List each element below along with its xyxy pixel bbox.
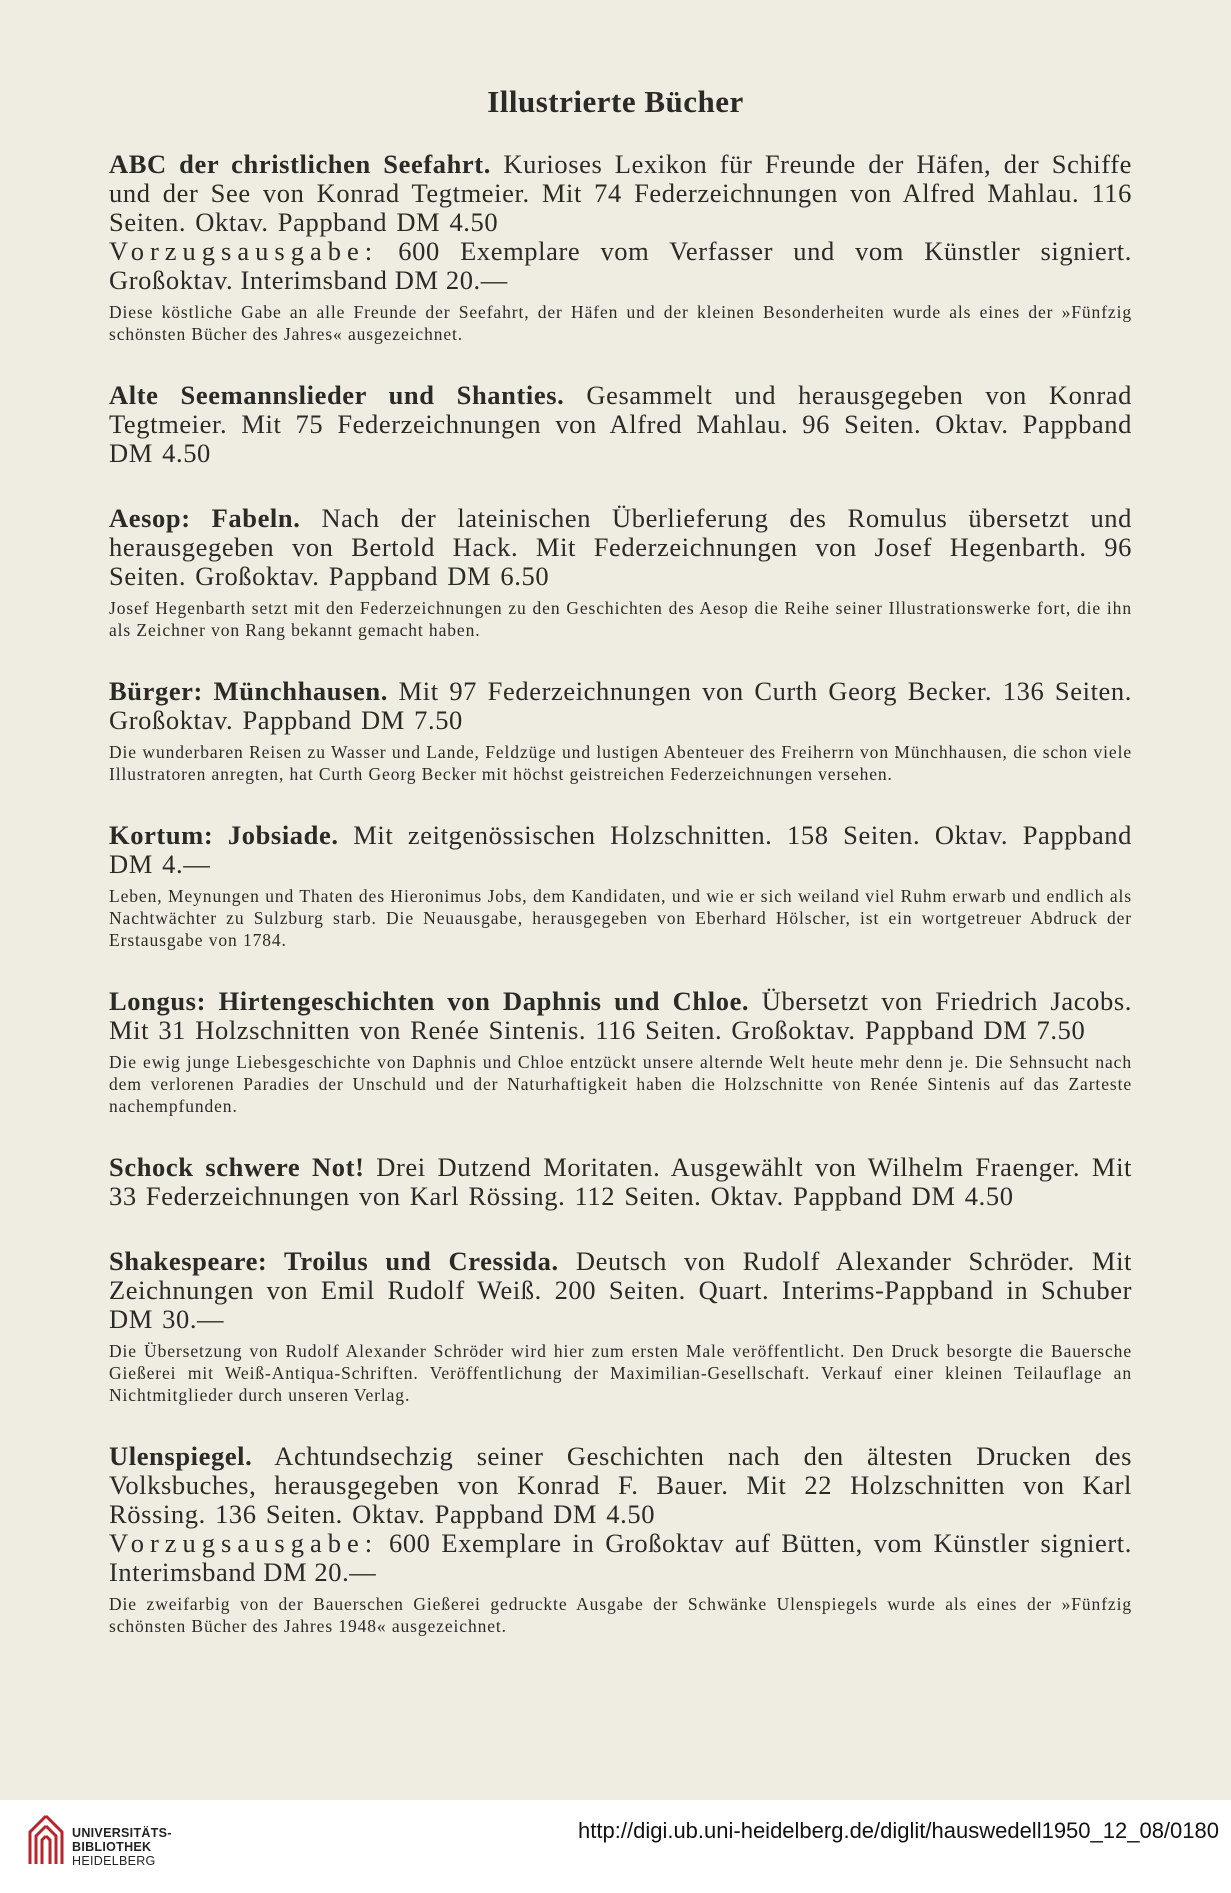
special-label: Vorzugsausgabe: — [109, 236, 379, 266]
library-logo-text — [72, 1826, 172, 1868]
entry-title: Bürger: Münchhausen. — [109, 676, 388, 706]
entry-text: Mit 97 Federzeichnungen von Curth Georg Becker. 136 Seiten. Großoktav. Pappband DM 7.50 — [109, 676, 1132, 735]
entry-main — [109, 150, 1132, 237]
entry-main — [109, 677, 1132, 735]
entry-main — [109, 1247, 1132, 1334]
source-url-link[interactable]: http://digi.ub.uni-heidelberg.de/diglit/hauswedell1950_12_08/0180 — [578, 1818, 1219, 1843]
entry-title: Aesop: Fabeln. — [109, 503, 301, 533]
entry-text: Mit zeitgenössischen Holzschnitten. 158 Seiten. Oktav. Pappband DM 4.— — [109, 820, 1133, 879]
entry-note: Josef Hegenbarth setzt mit den Federzeichnungen zu den Geschichten des Aesop die Reihe seiner Illustrationswerke fort, die ihn als Zeichner von Rang bekannt gemacht haben. — [109, 598, 1132, 640]
entry-aesop — [109, 504, 1132, 641]
entry-text: Drei Dutzend Moritaten. Ausgewählt von Wilhelm Fraenger. Mit 33 Federzeichnungen von Karl Rössing. 112 Seiten. Oktav. Pappband DM 4.50 — [109, 1152, 1132, 1211]
entry-note: Diese köstliche Gabe an alle Freunde der Seefahrt, der Häfen und der kleinen Besonderheiten wurde als eines der »Fünfzig schönsten Bücher des Jahres« ausgezeichnet. — [109, 302, 1132, 344]
logo-line-1: UNIVERSITÄTS- — [72, 1826, 172, 1840]
entry-main — [109, 504, 1132, 591]
entry-main — [109, 1153, 1132, 1211]
entry-ulenspiegel — [109, 1442, 1132, 1637]
page-title: Illustrierte Bücher — [487, 84, 744, 119]
entry-seemannslieder — [109, 381, 1132, 468]
entry-jobsiade — [109, 821, 1132, 951]
entry-note: Die wunderbaren Reisen zu Wasser und Lande, Feldzüge und lustigen Abenteuer des Freiherrn von Münchhausen, die schon viele Illustratoren anregten, hat Curth Georg Becker mit höchst geistreichen Federzeichnungen versehen. — [109, 742, 1132, 784]
entry-special-edition — [109, 1529, 1132, 1587]
entry-note: Leben, Meynungen und Thaten des Hieronimus Jobs, dem Kandidaten, und wie er sich weiland viel Ruhm erwarb und endlich als Nachtwächter zu Sulzburg starb. Die Neuausgabe, herausgegeben von Eberhard Hölscher, ist ein wortgetreuer Abdruck der Erstausgabe von 1784. — [109, 886, 1132, 950]
entry-title: Shakespeare: Troilus und Cressida. — [109, 1246, 559, 1276]
entry-title: Schock schwere Not! — [109, 1152, 365, 1182]
entry-main — [109, 1442, 1132, 1529]
entry-title: ABC der christlichen Seefahrt. — [109, 149, 491, 179]
entry-title: Longus: Hirtengeschichten von Daphnis und Chloe. — [109, 986, 750, 1016]
entry-main — [109, 381, 1132, 468]
entry-muenchhausen — [109, 677, 1132, 785]
entry-troilus-cressida — [109, 1247, 1132, 1406]
entry-title: Ulenspiegel. — [109, 1441, 253, 1471]
entry-text: Deutsch von Rudolf Alexander Schröder. Mit Zeichnungen von Emil Rudolf Weiß. 200 Seiten. Quart. Interims-Pappband in Schuber DM 30.— — [109, 1246, 1132, 1334]
entry-daphnis-chloe — [109, 987, 1132, 1117]
entry-abc-seefahrt — [109, 150, 1132, 345]
entry-text: Achtundsechzig seiner Geschichten nach den ältesten Drucken des Volksbuches, herausgegeben von Konrad F. Bauer. Mit 22 Holzschnitten von Karl Rössing. 136 Seiten. Oktav. Pappband DM 4.50 — [109, 1441, 1132, 1529]
entry-special-edition — [109, 237, 1132, 295]
entry-title: Alte Seemannslieder und Shanties. — [109, 380, 565, 410]
entry-text: Nach der lateinischen Überlieferung des Romulus übersetzt und herausgegeben von Bertold Hack. Mit Federzeichnungen von Josef Hegenbarth. 96 Seiten. Großoktav. Pappband DM 6.50 — [109, 503, 1132, 591]
book-list — [109, 150, 1132, 1637]
library-logo-icon — [24, 1812, 68, 1868]
logo-line-3: HEIDELBERG — [72, 1854, 156, 1868]
special-label: Vorzugsausgabe: — [109, 1528, 379, 1558]
entry-text: Übersetzt von Friedrich Jacobs. Mit 31 Holzschnitten von Renée Sintenis. 116 Seiten. Großoktav. Pappband DM 7.50 — [109, 986, 1132, 1045]
footer-bar — [0, 1800, 1231, 1893]
entry-schock-schwere-not — [109, 1153, 1132, 1211]
entry-note: Die Übersetzung von Rudolf Alexander Schröder wird hier zum ersten Male veröffentlicht. Den Druck besorgte die Bauersche Gießerei mit Weiß-Antiqua-Schriften. Veröffentlichung der Maximilian-Gesellschaft. Verkauf einer kleinen Teilauflage an Nichtmitglieder durch unseren Verlag. — [109, 1341, 1132, 1405]
entry-main — [109, 987, 1132, 1045]
logo-line-2: BIBLIOTHEK — [72, 1840, 152, 1854]
entry-title: Kortum: Jobsiade. — [109, 820, 339, 850]
entry-note: Die ewig junge Liebesgeschichte von Daphnis und Chloe entzückt unsere alternde Welt heute mehr denn je. Die Sehnsucht nach dem verlorenen Paradies der Unschuld und der Naturhaftigkeit haben die Holzschnitte von Renée Sintenis auf das Zarteste nachempfunden. — [109, 1052, 1132, 1116]
entry-text: Kurioses Lexikon für Freunde der Häfen, der Schiffe und der See von Konrad Tegtmeier. Mit 74 Federzeichnungen von Alfred Mahlau. 116 Seiten. Oktav. Pappband DM 4.50 — [109, 149, 1132, 237]
entry-note: Die zweifarbig von der Bauerschen Gießerei gedruckte Ausgabe der Schwänke Ulenspiegels wurde als eines der »Fünfzig schönsten Bücher des Jahres 1948« ausgezeichnet. — [109, 1594, 1132, 1636]
entry-main — [109, 821, 1132, 879]
entry-text: Gesammelt und herausgegeben von Konrad Tegtmeier. Mit 75 Federzeichnungen von Alfred Mahlau. 96 Seiten. Oktav. Pappband DM 4.50 — [109, 380, 1132, 468]
special-text: 600 Exemplare vom Verfasser und vom Künstler signiert. Großoktav. Interimsband DM 20.— — [109, 236, 1132, 295]
special-text: 600 Exemplare in Großoktav auf Bütten, vom Künstler signiert. Interimsband DM 20.— — [109, 1528, 1132, 1587]
